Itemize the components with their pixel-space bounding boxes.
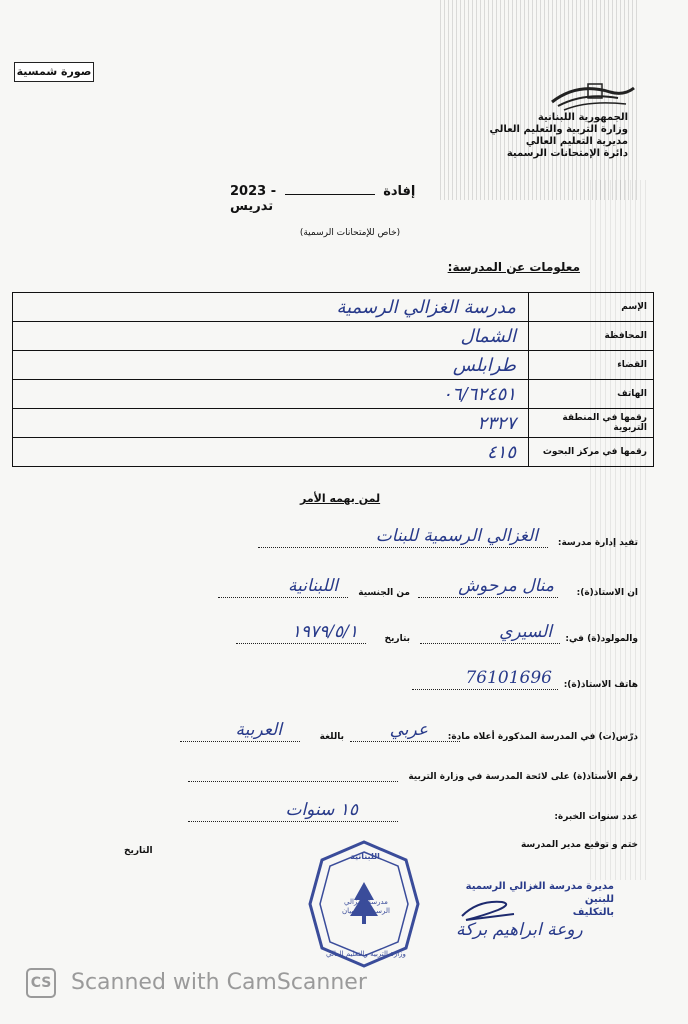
district-value: طرابلس <box>13 351 529 380</box>
birth-place-value: السيري <box>499 622 552 642</box>
school-name-value: مدرسة الغزالي الرسمية <box>13 293 529 322</box>
ministry-number-row <box>38 756 638 786</box>
ministry-number-line <box>188 759 398 782</box>
phone-label: الهاتف <box>529 380 654 409</box>
principal-signature-label: ختم و توقيع مدير المدرسة <box>520 840 638 850</box>
school-admin-row <box>38 522 638 552</box>
research-number-label: رقمها في مركز البحوث <box>529 438 654 467</box>
photo-label: صورة شمسية <box>14 62 94 82</box>
camscanner-text: Scanned with CamScanner <box>71 970 367 995</box>
ministry-logo-icon <box>548 78 638 114</box>
district-label: القضاء <box>529 351 654 380</box>
experience-row <box>38 796 638 826</box>
teacher-name-value: منال مرحوش <box>458 576 554 596</box>
language-label: باللغة <box>319 732 344 742</box>
document-subtitle: (خاص للإمتحانات الرسمية) <box>299 228 401 238</box>
title-dash: - <box>270 184 277 199</box>
governorate-value: الشمال <box>13 322 529 351</box>
title-year: 2023 <box>230 184 267 199</box>
subject-row <box>38 716 638 746</box>
table-row <box>13 293 654 322</box>
nationality-value: اللبنانية <box>288 576 338 596</box>
birth-date-value: ١٩٧٩/٥/١ <box>291 622 358 642</box>
table-row <box>13 322 654 351</box>
school-name-label: الإسم <box>529 293 654 322</box>
school-admin-value: الغزالي الرسمية للبنات <box>375 526 538 546</box>
subject-label: درّس(ت) في المدرسة المذكورة أعلاه مادة: <box>447 732 638 742</box>
school-info-table <box>12 292 654 467</box>
school-section-heading: معلومات عن المدرسة: <box>447 260 580 274</box>
regional-number-value: ٢٣٢٧ <box>13 409 529 438</box>
table-row <box>13 351 654 380</box>
teacher-phone-label: هاتف الاستاذ(ة): <box>563 680 638 690</box>
governorate-label: المحافظة <box>529 322 654 351</box>
table-row <box>13 438 654 467</box>
teacher-row <box>38 572 638 602</box>
camscanner-watermark <box>26 968 367 998</box>
nationality-label: من الجنسية <box>358 588 410 598</box>
experience-label: عدد سنوات الخبرة: <box>554 812 638 822</box>
regional-number-label: رقمها في المنطقة التربوية <box>529 409 654 438</box>
title-blank-line <box>285 194 375 195</box>
ministry-line-2: وزارة التربية والتعليم العالي <box>489 124 628 135</box>
to-whom-heading: لمن يهمه الأمر <box>300 492 381 505</box>
document-title <box>230 184 450 214</box>
ministry-line-3: مديرية التعليم العالي <box>525 136 628 147</box>
birth-place-label: والمولود(ة) في: <box>565 634 638 644</box>
experience-value: ١٥ سنوات <box>285 800 358 820</box>
title-text: إفادة تدريس <box>230 184 416 214</box>
language-value: العربية <box>235 720 282 740</box>
stamp-top-text: اللبنانية <box>350 852 380 861</box>
director-assignment: بالتكليف <box>572 907 614 918</box>
phone-row <box>38 664 638 694</box>
ministry-header <box>468 112 628 160</box>
ministry-number-label: رقم الأستاذ(ة) على لائحة المدرسة في وزارة التربية <box>408 772 638 782</box>
table-row <box>13 380 654 409</box>
director-title-line: مديرة مدرسة الغزالي الرسمية للبنين <box>465 881 614 905</box>
ministry-line-1: الجمهورية اللبنانية <box>537 112 628 123</box>
birth-date-label: بتاريخ <box>384 634 410 644</box>
stamp-bottom-text: وزارة التربية والتعليم العالي <box>326 950 406 958</box>
director-name: روعة ابراهيم بركة <box>456 920 583 940</box>
birth-row <box>38 618 638 648</box>
stamp-middle-text: مدرسة الغزالي الرسمية للصبيان <box>342 898 390 915</box>
subject-value: عربي <box>389 720 428 740</box>
teacher-label: ان الاستاذ(ة): <box>576 588 638 598</box>
school-admin-label: تفيد إدارة مدرسة: <box>557 538 638 548</box>
phone-value: ٠٦/٦٢٤٥١ <box>13 380 529 409</box>
research-number-value: ٤١٥ <box>13 438 529 467</box>
camscanner-logo-icon: CS <box>26 968 56 998</box>
date-label: التاريخ <box>124 846 153 856</box>
table-row <box>13 409 654 438</box>
ministry-line-4: دائرة الإمتحانات الرسمية <box>506 148 628 159</box>
teacher-phone-value: 76101696 <box>465 668 552 688</box>
